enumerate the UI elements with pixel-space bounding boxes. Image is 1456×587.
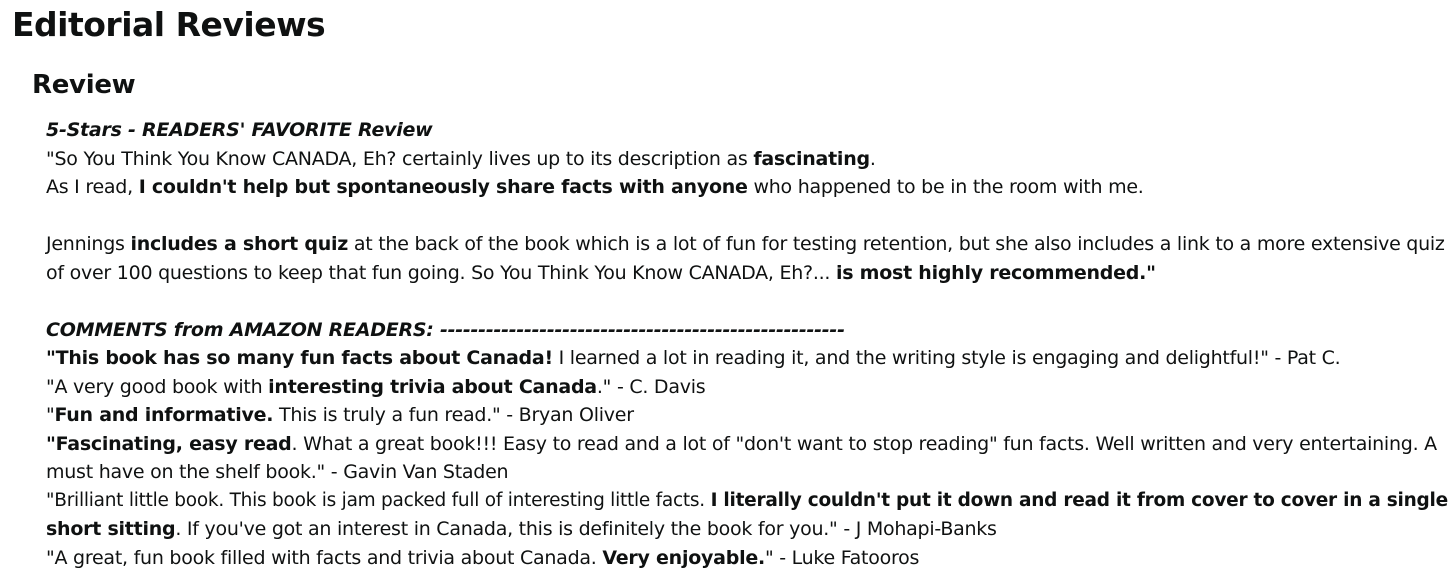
bold-run: includes a short quiz xyxy=(130,233,349,255)
reader-comment-j-mohapi-banks-cont xyxy=(46,515,1406,544)
text-run: ." - C. Davis xyxy=(596,375,706,398)
reader-comment-gavin-van-staden-cont xyxy=(46,458,1406,487)
reader-comment-pat-c xyxy=(46,344,1406,373)
editorial-reviews-heading: Editorial Reviews xyxy=(12,5,326,44)
amazon-readers-header xyxy=(46,316,1406,345)
text-run: who happened to be in the room with me. xyxy=(747,176,1144,198)
readers-favorite-header-text: 5-Stars - READERS' FAVORITE Review xyxy=(46,119,433,141)
review-body xyxy=(46,116,1448,572)
text-run: Jennings xyxy=(46,233,131,255)
bold-run: short sitting xyxy=(46,518,176,540)
text-run: "A very good book with xyxy=(46,375,269,398)
reader-comment-bryan-oliver xyxy=(46,401,1406,430)
readers-favorite-header xyxy=(46,116,1406,145)
bold-run: I couldn't help but spontaneously share facts with anyone xyxy=(138,176,748,198)
readers-favorite-line-2 xyxy=(46,173,1406,202)
text-run: . If you've got an interest in Canada, this is definitely the book for you." - J Mohapi-Banks xyxy=(175,518,997,540)
text-run: "So You Think You Know CANADA, Eh? certainly lives up to its description as xyxy=(46,147,754,170)
bold-run: Very enjoyable. xyxy=(602,546,765,569)
text-run: " xyxy=(46,404,55,426)
text-run: "Brilliant little book. This book is jam packed full of interesting little facts. xyxy=(46,489,711,511)
reader-comment-c-davis xyxy=(46,373,1406,402)
bold-run: is most highly recommended." xyxy=(836,261,1156,284)
bold-run: I literally couldn't put it down and read it from cover to cover in a single xyxy=(710,489,1448,511)
bold-run: interesting trivia about Canada xyxy=(268,375,597,398)
reader-comment-gavin-van-staden xyxy=(46,430,1437,459)
text-run: . xyxy=(869,147,876,170)
text-run: This is truly a fun read." - Bryan Oliver xyxy=(273,404,634,426)
readers-favorite-line-4 xyxy=(46,259,1406,288)
text-run: As I read, xyxy=(46,176,139,198)
readers-favorite-line-3 xyxy=(46,230,1445,259)
bold-run: "This book has so many fun facts about Canada! xyxy=(46,347,553,369)
bold-run: fascinating xyxy=(753,147,870,170)
text-run: " - Luke Fatooros xyxy=(764,546,920,569)
paragraph-gap xyxy=(46,287,1406,316)
text-run: . What a great book!!! Easy to read and a lot of "don't want to stop reading" fun facts. Well written and very entertaining. A xyxy=(291,432,1437,455)
bold-run: "Fascinating, easy read xyxy=(46,432,292,455)
reader-comment-luke-fatooros xyxy=(46,544,1406,573)
paragraph-gap xyxy=(46,202,1406,231)
review-heading: Review xyxy=(32,70,136,100)
text-run: of over 100 questions to keep that fun going. So You Think You Know CANADA, Eh?... xyxy=(46,261,836,284)
bold-run: Fun and informative. xyxy=(54,404,274,426)
reader-comment-j-mohapi-banks xyxy=(46,487,1448,516)
text-run: "A great, fun book filled with facts and trivia about Canada. xyxy=(46,546,603,569)
readers-favorite-line-1 xyxy=(46,145,1406,174)
text-run: must have on the shelf book." - Gavin Van Staden xyxy=(46,461,509,483)
amazon-readers-header-text: COMMENTS from AMAZON READERS: ----------------------------------------------------- xyxy=(46,318,845,341)
text-run: at the back of the book which is a lot of fun for testing retention, but she also includes a link to a more extensive quiz xyxy=(348,233,1445,255)
text-run: I learned a lot in reading it, and the writing style is engaging and delightful!" - Pat C. xyxy=(552,347,1341,369)
